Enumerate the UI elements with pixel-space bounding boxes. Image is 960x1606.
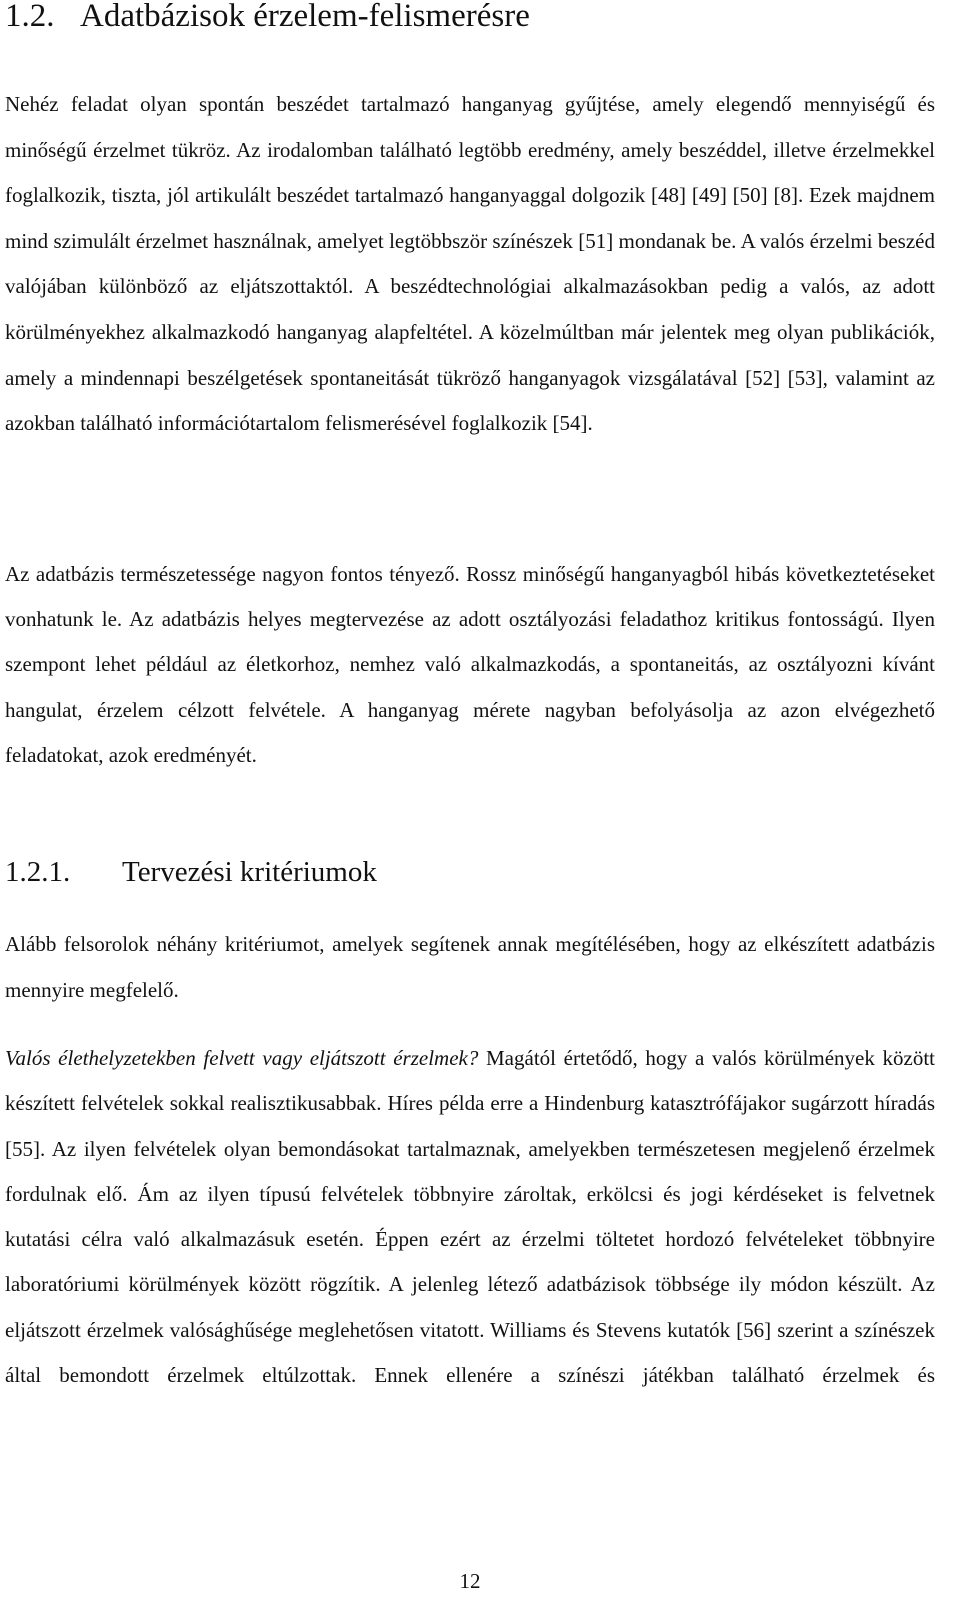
subsection-title: Tervezési kritériumok <box>122 856 377 888</box>
paragraph-2: Az adatbázis természetessége nagyon fontos tényező. Rossz minőségű hanganyagból hibás következtetéseket vonhatunk le. Az adatbázis helyes megtervezése az adott osztályozási feladathoz kritikus fontosságú. Ilyen szempont lehet például az életkorhoz, nemhez való alkalmazkodás, a spontaneitás, az osztályozni kívánt hangulat, érzelem célzott felvétele. A hanganyag mérete nagyban befolyásolja az azon elvégezhető feladatokat, azok eredményét. <box>5 562 935 767</box>
section-number: 1.2. <box>5 0 55 34</box>
paragraph-4-text: Magától értetődő, hogy a valós körülmények között készített felvételek sokkal realisztikusabbak. Híres példa erre a Hindenburg katasztrófájakor sugárzott híradás [55]. Az ilyen felvételek olyan bemondásokat tartalmaznak, amelyekben természetesen megjelenő érzelmek fordulnak elő. Ám az ilyen típusú felvételek többnyire zároltak, erkölcsi és jogi kérdéseket is felvetnek kutatási célra való alkalmazásuk esetén. Éppen ezért az érzelmi töltetet hordozó felvételeket többnyire laboratóriumi körülmények között rögzítik. A jelenleg létező adatbázisok többsége ily módon készült. Az eljátszott érzelmek valósághűsége meglehetősen vitatott. Williams és Stevens kutatók [56] szerint a színészek által bemondott érzelmek eltúlzottak. Ennek ellenére a színészi játékban található érzelmek és <box>5 1046 935 1388</box>
paragraph-4 <box>5 1036 935 1398</box>
paragraph-1: Nehéz feladat olyan spontán beszédet tartalmazó hanganyag gyűjtése, amely elegendő mennyiségű és minőségű érzelmet tükröz. Az irodalomban található legtöbb eredmény, amely beszéddel, illetve érzelmekkel foglalkozik, tiszta, jól artikulált beszédet tartalmazó hanganyaggal dolgozik [48] [49] [50] [8]. Ezek majdnem mind szimulált érzelmet használnak, amelyet legtöbbször színészek [51] mondanak be. A valós érzelmi beszéd valójában különböző az eljátszottaktól. A beszédtechnológiai alkalmazásokban pedig a valós, az adott körülményekhez alkalmazkodó hanganyag alapfeltétel. A közelmúltban már jelentek meg olyan publikációk, amely a mindennapi beszélgetések spontaneitását tükröző hanganyagok vizsgálatával [52] [53], valamint az azokban található információtartalom felismerésével foglalkozik [54]. <box>5 92 935 436</box>
section-title: Adatbázisok érzelem-felismerésre <box>80 0 530 34</box>
paragraph-3: Alább felsorolok néhány kritériumot, amelyek segítenek annak megítélésében, hogy az elkészített adatbázis mennyire megfelelő. <box>5 932 935 1002</box>
section-heading <box>5 0 530 38</box>
subsection-heading <box>5 852 377 892</box>
subsection-number: 1.2.1. <box>5 856 71 888</box>
page-number: 12 <box>459 1569 481 1593</box>
paragraph-4-italic-lead: Valós élethelyzetekben felvett vagy eljátszott érzelmek? <box>5 1046 479 1070</box>
